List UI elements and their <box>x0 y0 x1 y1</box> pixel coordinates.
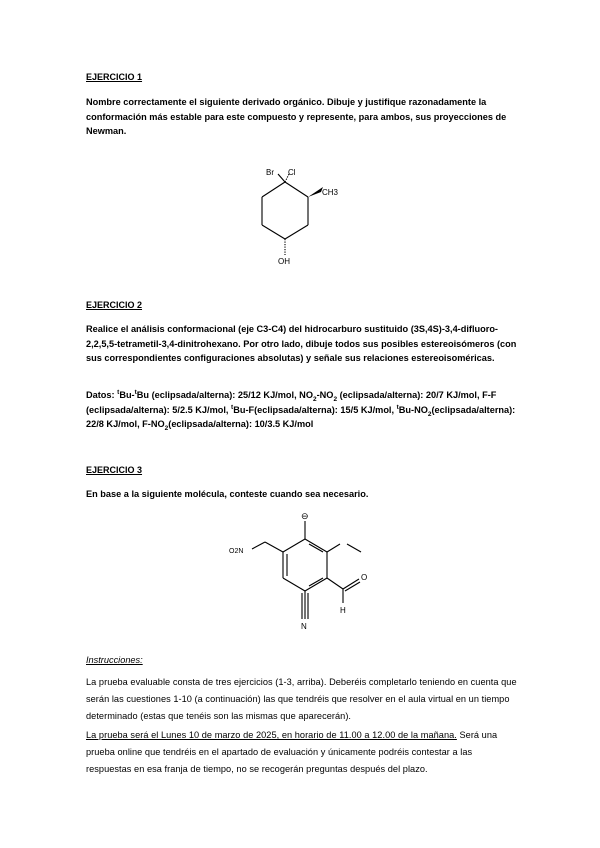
datos-text: (eclipsada/alterna): <box>337 390 426 400</box>
datos-value: 10/3.5 KJ/mol <box>254 419 314 429</box>
sub-2: 2 <box>312 395 317 403</box>
datos-text: , <box>391 404 397 415</box>
fecha-prueba: La prueba será el Lunes 10 de marzo de 2025, en horario de 11.00 a 12.00 de la mañana. <box>86 730 457 740</box>
sub-2: 2 <box>333 395 338 403</box>
instrucciones-title: Instrucciones: <box>86 655 143 665</box>
br-label: Br <box>266 168 274 177</box>
instrucciones-p2-rest: Será una prueba online que tendréis en el apartado de evaluación y únicamente podréis contestar a las respuestas en esa franja de tiempo, no se recogerán preguntas después del plazo. <box>86 730 498 775</box>
datos-text: , F-NO <box>137 419 165 429</box>
datos-text: (eclipsada/alterna): <box>168 419 255 429</box>
n-label: N <box>301 622 307 631</box>
sup-t: t <box>231 403 234 411</box>
datos-text: Bu-NO <box>398 404 428 415</box>
ald-o-label: O <box>361 573 368 582</box>
cl-label: Cl <box>288 168 296 177</box>
datos-value: 5/2.5 KJ/mol <box>172 404 226 415</box>
datos-text: (eclipsada/alterna): <box>431 404 516 415</box>
instrucciones-p2 <box>86 727 518 779</box>
o2n-label: O2N <box>229 548 244 555</box>
datos-value: 15/5 KJ/mol <box>340 404 392 415</box>
ejercicio-1-text: Nombre correctamente el siguiente derivado orgánico. Dibuje y justifique razonadamente la conformación más estable para este compuesto y represente, para ambos, sus proyecciones de Newman. <box>86 97 507 136</box>
ejercicio-3-text: En base a la siguiente molécula, conteste cuando sea necesario. <box>86 489 369 499</box>
sup-t: t <box>396 403 399 411</box>
charge-label: ⊖ <box>301 511 309 521</box>
ejercicio-2-text: Realice el análisis conformacional (eje C3-C4) del hidrocarburo sustituido (3S,4S)-3,4-difluoro-2,2,5,5-tetrametil-3,4-dinitrohexano. Por otro lado, dibuje todos sus posibles estereoisómeros (con sus correspondientes configuraciones absolutas) y señale sus relaciones estereoisoméricas. <box>86 324 517 363</box>
sup-t: t <box>117 388 120 396</box>
datos-text: , <box>225 404 232 415</box>
h-label: H <box>340 606 346 615</box>
datos-value: 22/8 KJ/mol <box>86 419 138 429</box>
ejercicio-2-datos <box>86 388 518 432</box>
molecule-1-structure <box>250 160 360 270</box>
datos-text: Bu-F(eclipsada/alterna): <box>233 404 341 415</box>
datos-text: , NO <box>294 390 313 400</box>
datos-value: 20/7 KJ/mol <box>425 390 477 400</box>
sup-t: t <box>134 388 137 396</box>
ejercicio-3-title: EJERCICIO 3 <box>86 465 143 475</box>
datos-text: Bu- <box>119 390 135 400</box>
ejercicio-1-title: EJERCICIO 1 <box>86 72 143 82</box>
molecule-3-structure <box>225 507 385 637</box>
sub-2: 2 <box>164 424 169 432</box>
ejercicio-2-title: EJERCICIO 2 <box>86 300 143 310</box>
datos-text: Bu (eclipsada/alterna): <box>136 390 238 400</box>
sub-2: 2 <box>427 410 432 418</box>
datos-label: Datos: <box>86 390 118 400</box>
oh-label: OH <box>278 257 290 266</box>
instrucciones-p1: La prueba evaluable consta de tres ejercicios (1-3, arriba). Deberéis completarlo teniendo en cuenta que serán las cuestiones 1-10 (a continuación) las que tendréis que resolver en el aula virtual en un tiempo determinado (estas que tenéis son las mismas que aparecerán). <box>86 677 517 722</box>
ch3-label: CH3 <box>322 188 339 197</box>
datos-text: , F-F (eclipsada/alterna): <box>86 390 497 415</box>
datos-value: 25/12 KJ/mol <box>237 390 295 400</box>
datos-text: -NO <box>316 390 334 400</box>
